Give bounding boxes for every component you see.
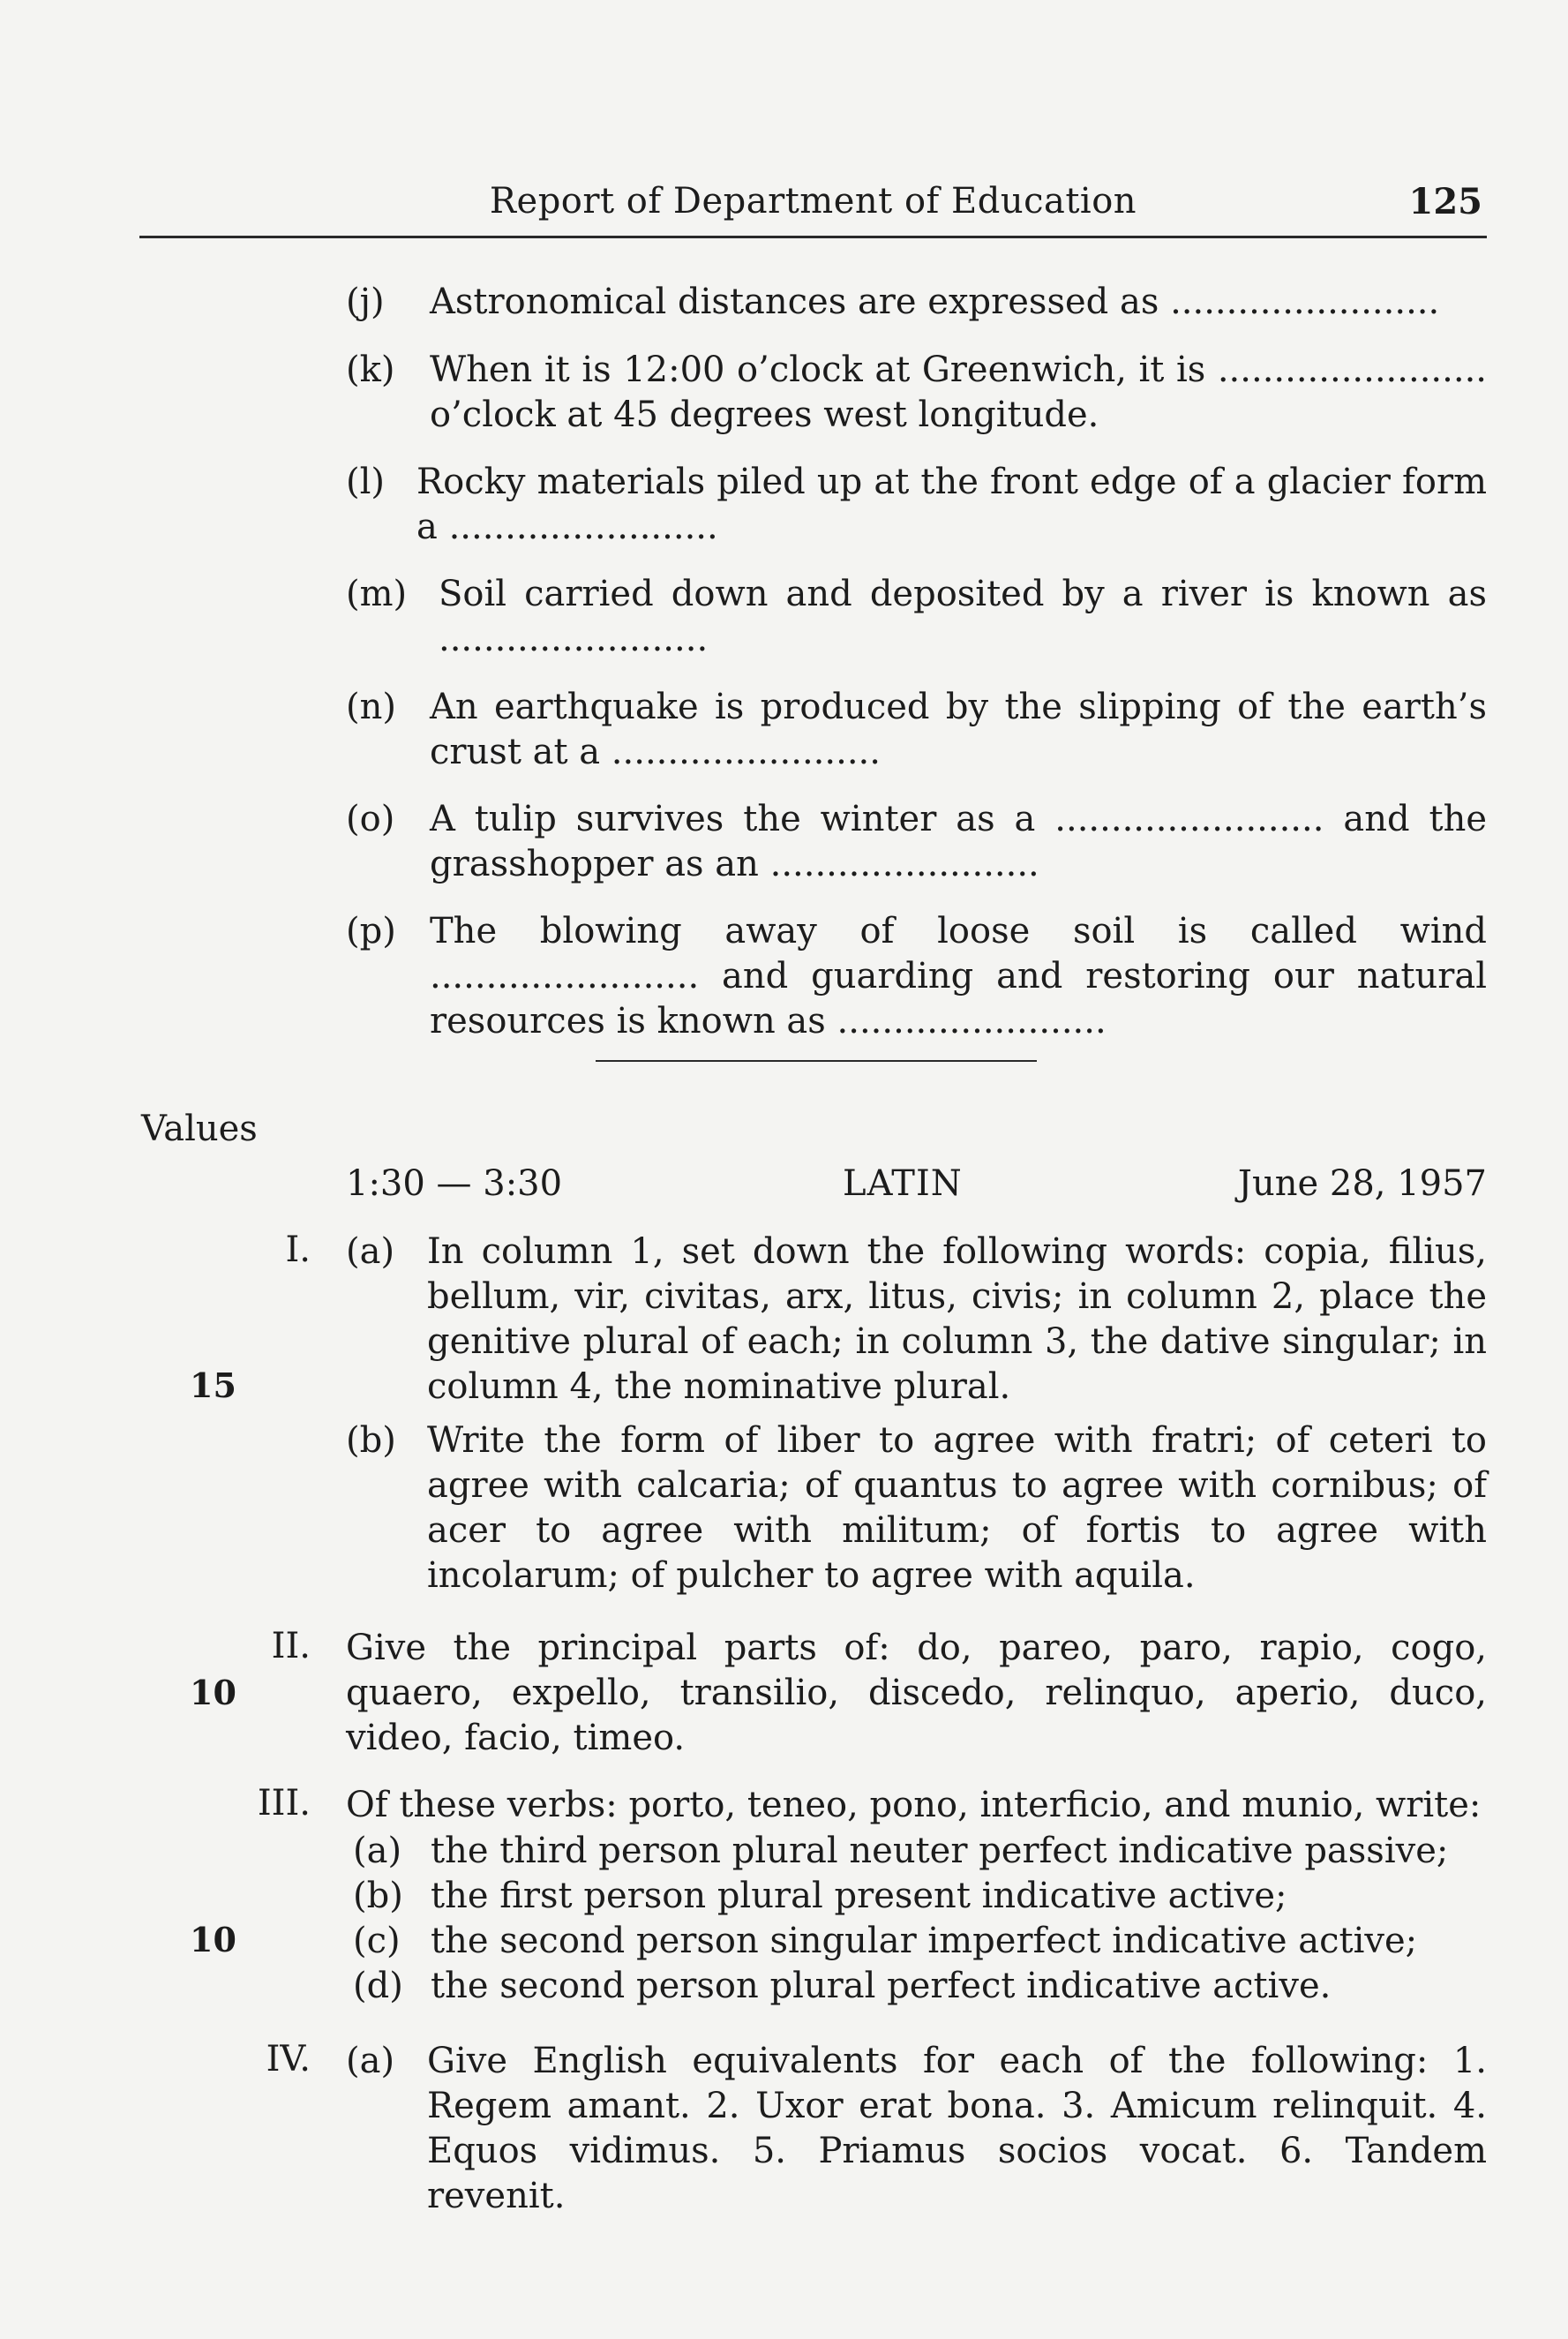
question-3d [353, 1964, 1487, 2009]
item-label: (o) [346, 799, 395, 839]
part-label: (b) [353, 1876, 403, 1916]
item-text: Rocky materials piled up at the front edge of a glacier form a ........................ [416, 462, 1487, 547]
question-item-j [346, 280, 1487, 325]
question-item-n [346, 685, 1487, 775]
part-label: (c) [353, 1921, 401, 1961]
item-text: Soil carried down and deposited by a river is known as ........................ [439, 574, 1487, 659]
item-label: (p) [346, 911, 396, 951]
part-label: (d) [353, 1966, 403, 2006]
page-number: 125 [1408, 181, 1482, 222]
question-item-k [346, 348, 1487, 438]
section-divider [596, 1060, 1037, 1062]
item-label: (j) [346, 282, 385, 322]
item-label: (n) [346, 687, 396, 727]
header-title: Report of Department of Education [489, 181, 1137, 222]
question-number-3: III. [257, 1783, 311, 1824]
question-value-3: 10 [190, 1920, 236, 1959]
exam-date: June 28, 1957 [1237, 1163, 1487, 1204]
part-text: the first person plural present indicative active; [431, 1876, 1287, 1916]
question-number-4: IV. [266, 2039, 311, 2080]
question-1a [346, 1230, 1487, 1410]
part-label: (a) [346, 2041, 395, 2081]
question-3c [353, 1919, 1487, 1964]
part-text: the second person singular imperfect indicative active; [431, 1921, 1418, 1961]
part-text: In column 1, set down the following words: copia, filius, bellum, vir, civitas, arx, litus, civis; in column 2, place the genitive plural of each; in column 3, the dative singular; in column 4, the nominative plural. [427, 1231, 1487, 1407]
question-number-2: II. [271, 1626, 311, 1666]
question-2-text: Give the principal parts of: do, pareo, paro, rapio, cogo, quaero, expello, transilio, discedo, relinquo, aperio, duco, video, facio, timeo. [346, 1628, 1487, 1758]
question-1b [346, 1418, 1487, 1598]
item-label: (m) [346, 574, 408, 614]
item-text: The blowing away of loose soil is called wind ........................ and guarding and restoring our natural resources is known as ........................ [430, 911, 1487, 1042]
part-label: (b) [346, 1420, 396, 1461]
question-3a [353, 1829, 1487, 1874]
part-text: the third person plural neuter perfect indicative passive; [431, 1831, 1449, 1871]
question-number-1: I. [285, 1230, 311, 1270]
question-3b [353, 1874, 1487, 1919]
question-4a [346, 2039, 1487, 2216]
question-item-p [346, 909, 1487, 1044]
item-text: When it is 12:00 o’clock at Greenwich, it is ........................ o’clock at 45 degrees west longitude. [430, 350, 1487, 435]
values-column-heading: Values [141, 1109, 258, 1149]
item-label: (k) [346, 350, 395, 390]
part-text: the second person plural perfect indicative active. [431, 1966, 1332, 2006]
part-label: (a) [346, 1231, 395, 1272]
item-label: (l) [346, 462, 386, 502]
question-3-intro: Of these verbs: porto, teneo, pono, interficio, and munio, write: [346, 1785, 1482, 1825]
question-item-o [346, 797, 1487, 887]
part-label: (a) [353, 1831, 402, 1871]
question-value-1: 15 [190, 1365, 236, 1405]
question-value-2: 10 [190, 1673, 236, 1712]
exam-subject: LATIN [843, 1163, 963, 1204]
item-text: A tulip survives the winter as a ........................ and the grasshopper as an ........................ [430, 799, 1487, 884]
running-header [139, 181, 1487, 234]
item-text: An earthquake is produced by the slipping of the earth’s crust at a ........................ [430, 687, 1487, 772]
question-item-l [346, 460, 1487, 550]
header-rule [139, 236, 1487, 238]
exam-time: 1:30 — 3:30 [346, 1163, 563, 1204]
part-text: Give English equivalents for each of the following: 1. Regem amant. 2. Uxor erat bona. 3. Amicum relinquit. 4. Equos vidimus. 5. Priamus socios vocat. 6. Tandem revenit. [427, 2041, 1487, 2216]
part-text: Write the form of liber to agree with fratri; of ceteri to agree with calcaria; of quantus to agree with cornibus; of acer to agree with militum; of fortis to agree with incolarum; of pulcher to agree with aquila. [427, 1420, 1487, 1596]
item-text: Astronomical distances are expressed as ........................ [430, 282, 1440, 322]
question-item-m [346, 572, 1487, 662]
